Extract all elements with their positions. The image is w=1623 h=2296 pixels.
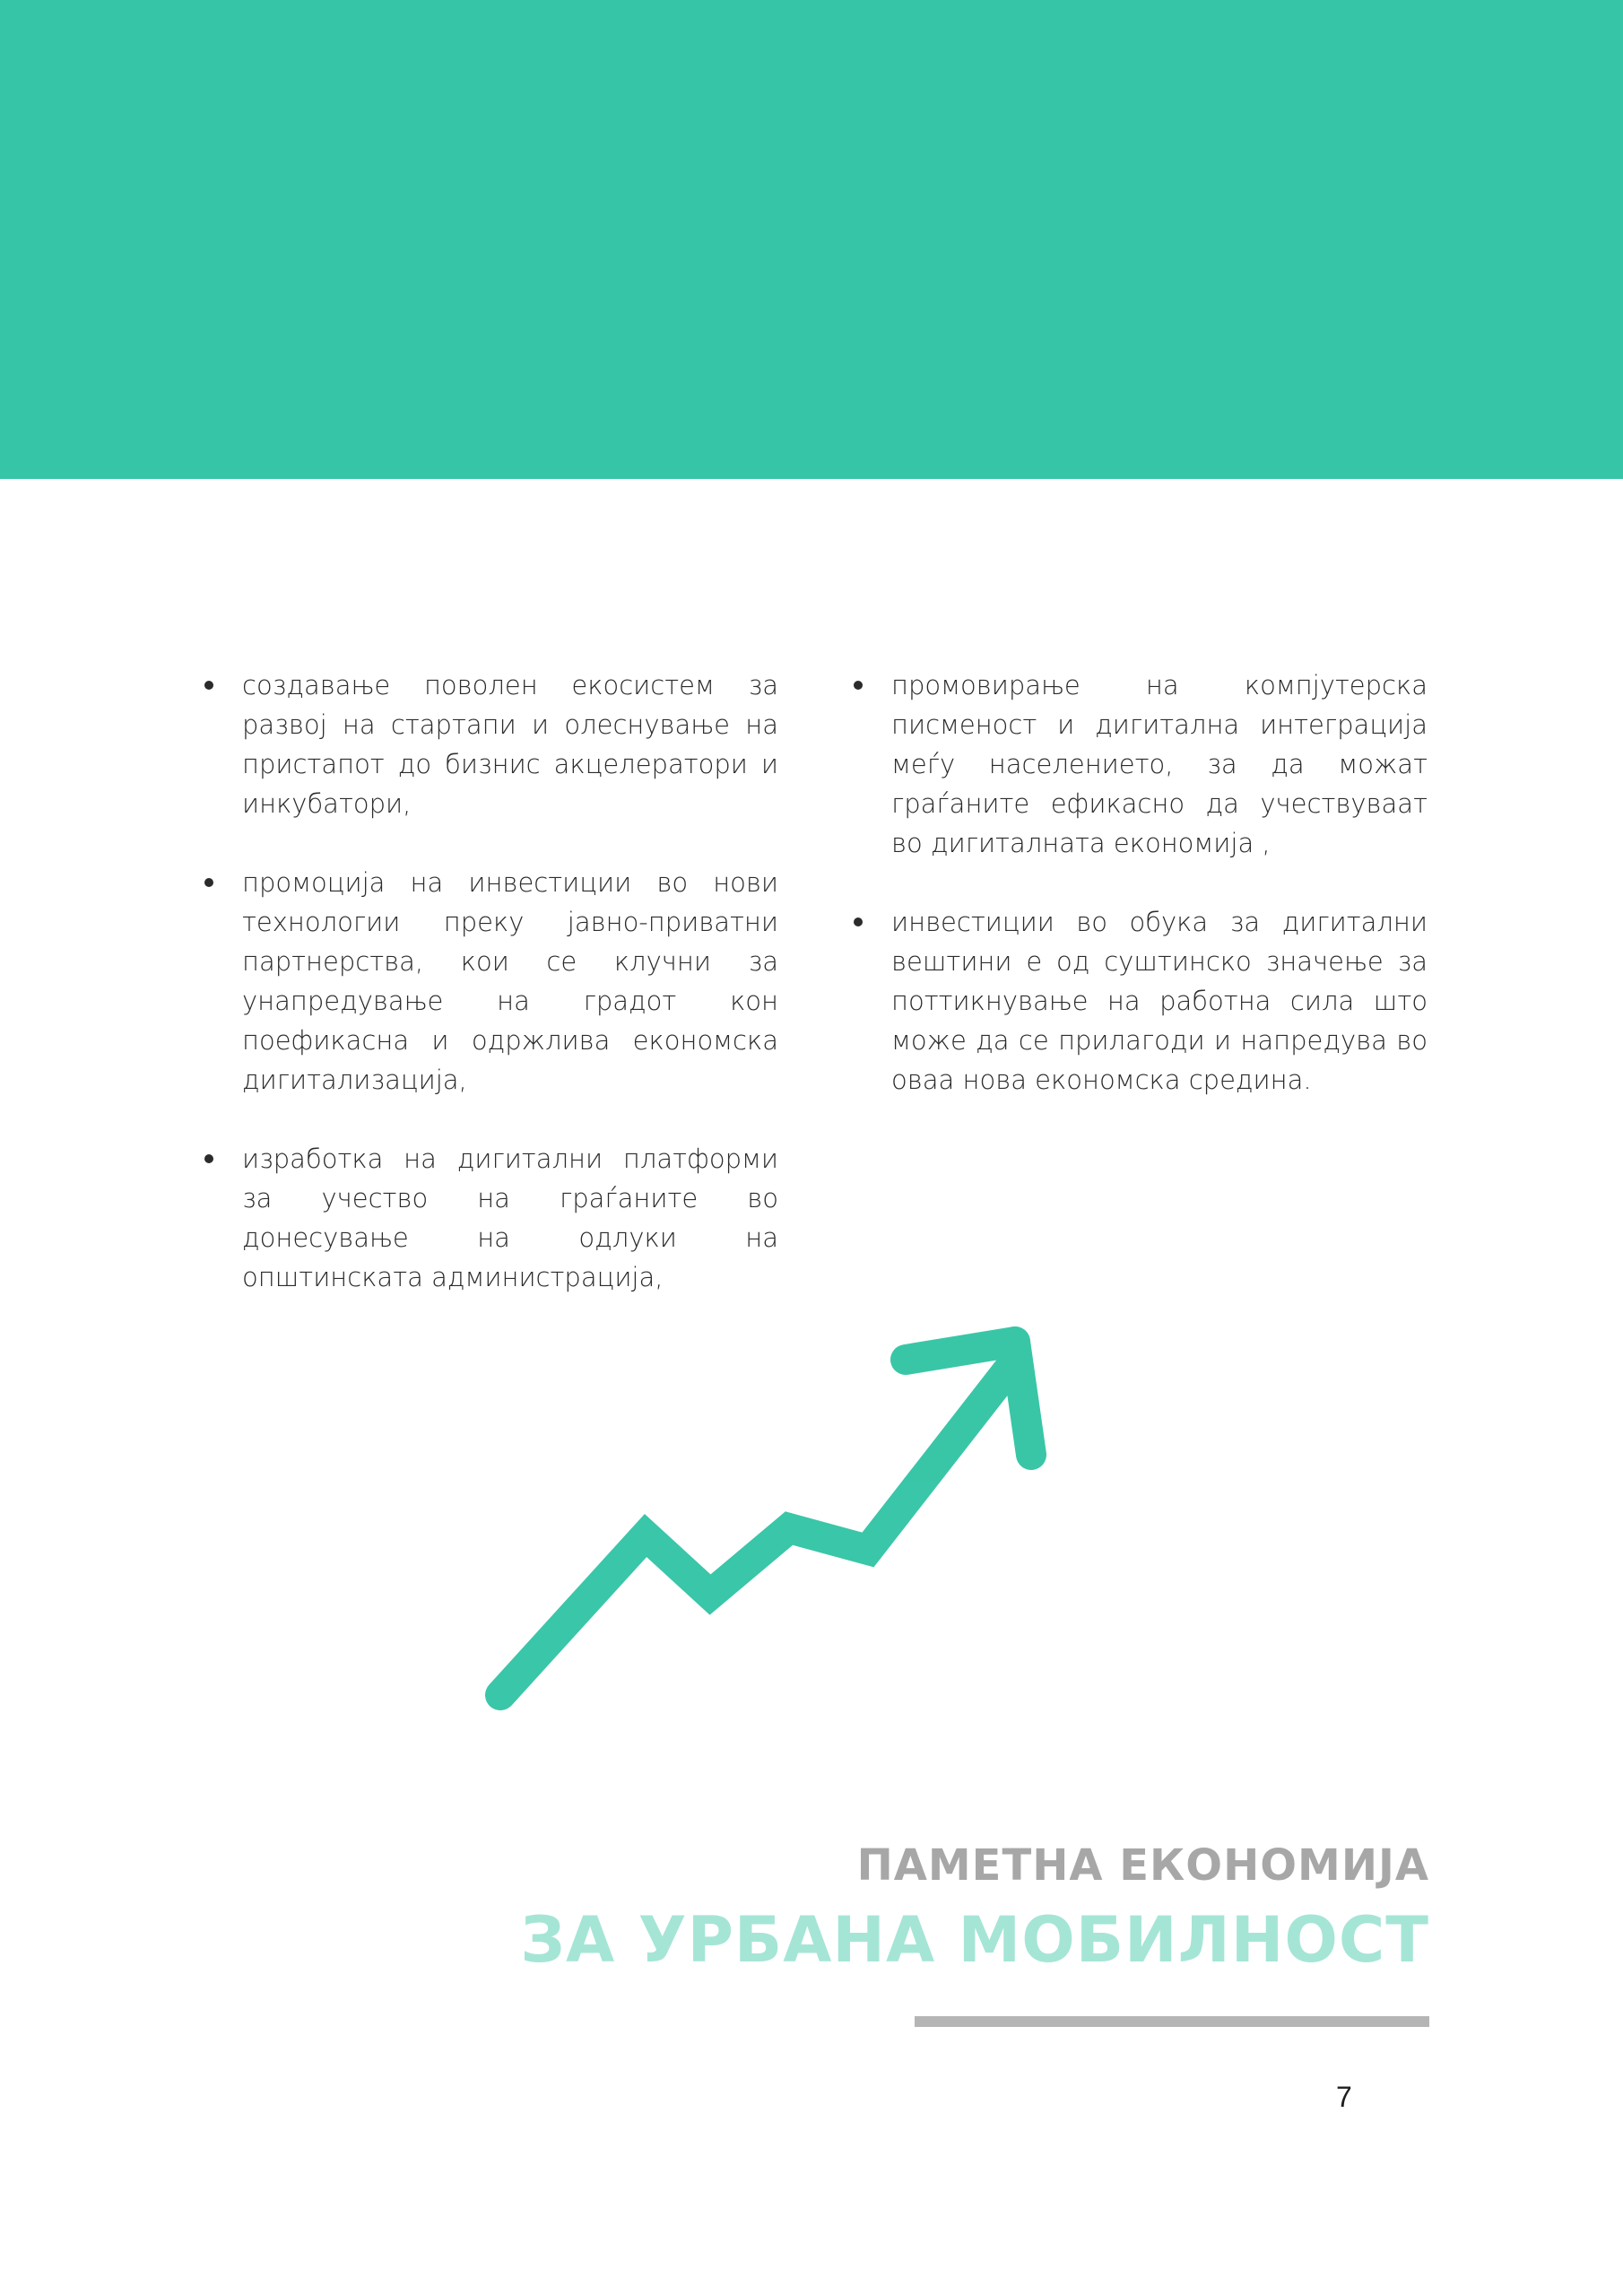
- bullet-icon: [204, 681, 213, 690]
- arrowhead-top-stroke: [906, 1342, 1015, 1360]
- section-title-line-1: ПАМЕТНА ЕКОНОМИЈА: [856, 1840, 1429, 1891]
- arrowhead-side-stroke: [1015, 1342, 1031, 1455]
- list-item: [204, 665, 778, 823]
- trend-line: [500, 1363, 1013, 1695]
- list-item-text: инвестиции во обука за дигитални вештини е од суштинско значење за поттикнување на работна сила што може да се прилагоди и напредува во оваа нова економска средина.: [891, 907, 1428, 1095]
- section-title-line-2: ЗА УРБАНА МОБИЛНОСТ: [520, 1903, 1429, 1977]
- list-item-text: промовирање на компјутерска писменост и дигитална интеграција меѓу населението, за да можат граѓаните ефикасно да учествуваат во дигиталната економија ,: [891, 670, 1428, 858]
- bullet-icon: [204, 878, 213, 887]
- page-number: 7: [1336, 2081, 1352, 2113]
- list-item: [204, 863, 778, 1100]
- left-bullet-list: [204, 665, 778, 1336]
- list-item-text: промоција на инвестиции во нови технологии преку јавно-приватни партнерства, кои се клучни за унапредување на градот кон поефикасна и одржлива економска дигитализација,: [242, 867, 778, 1095]
- bullet-icon: [204, 1154, 213, 1163]
- trend-up-arrow-icon: [466, 1300, 1076, 1731]
- header-color-band: [0, 0, 1623, 479]
- list-item-text: создавање поволен екосистем за развој на стартапи и олеснување на пристапот до бизнис акцелератори и инкубатори,: [242, 670, 778, 819]
- list-item: [854, 902, 1428, 1100]
- list-item: [204, 1139, 778, 1297]
- list-item-text: изработка на дигитални платформи за учество на граѓаните во донесување на одлуки на општинската администрација,: [242, 1144, 778, 1292]
- right-bullet-list: [854, 665, 1428, 1139]
- title-underline-rule: [915, 2016, 1429, 2027]
- list-item: [854, 665, 1428, 863]
- bullet-icon: [854, 681, 863, 690]
- bullet-icon: [854, 918, 863, 926]
